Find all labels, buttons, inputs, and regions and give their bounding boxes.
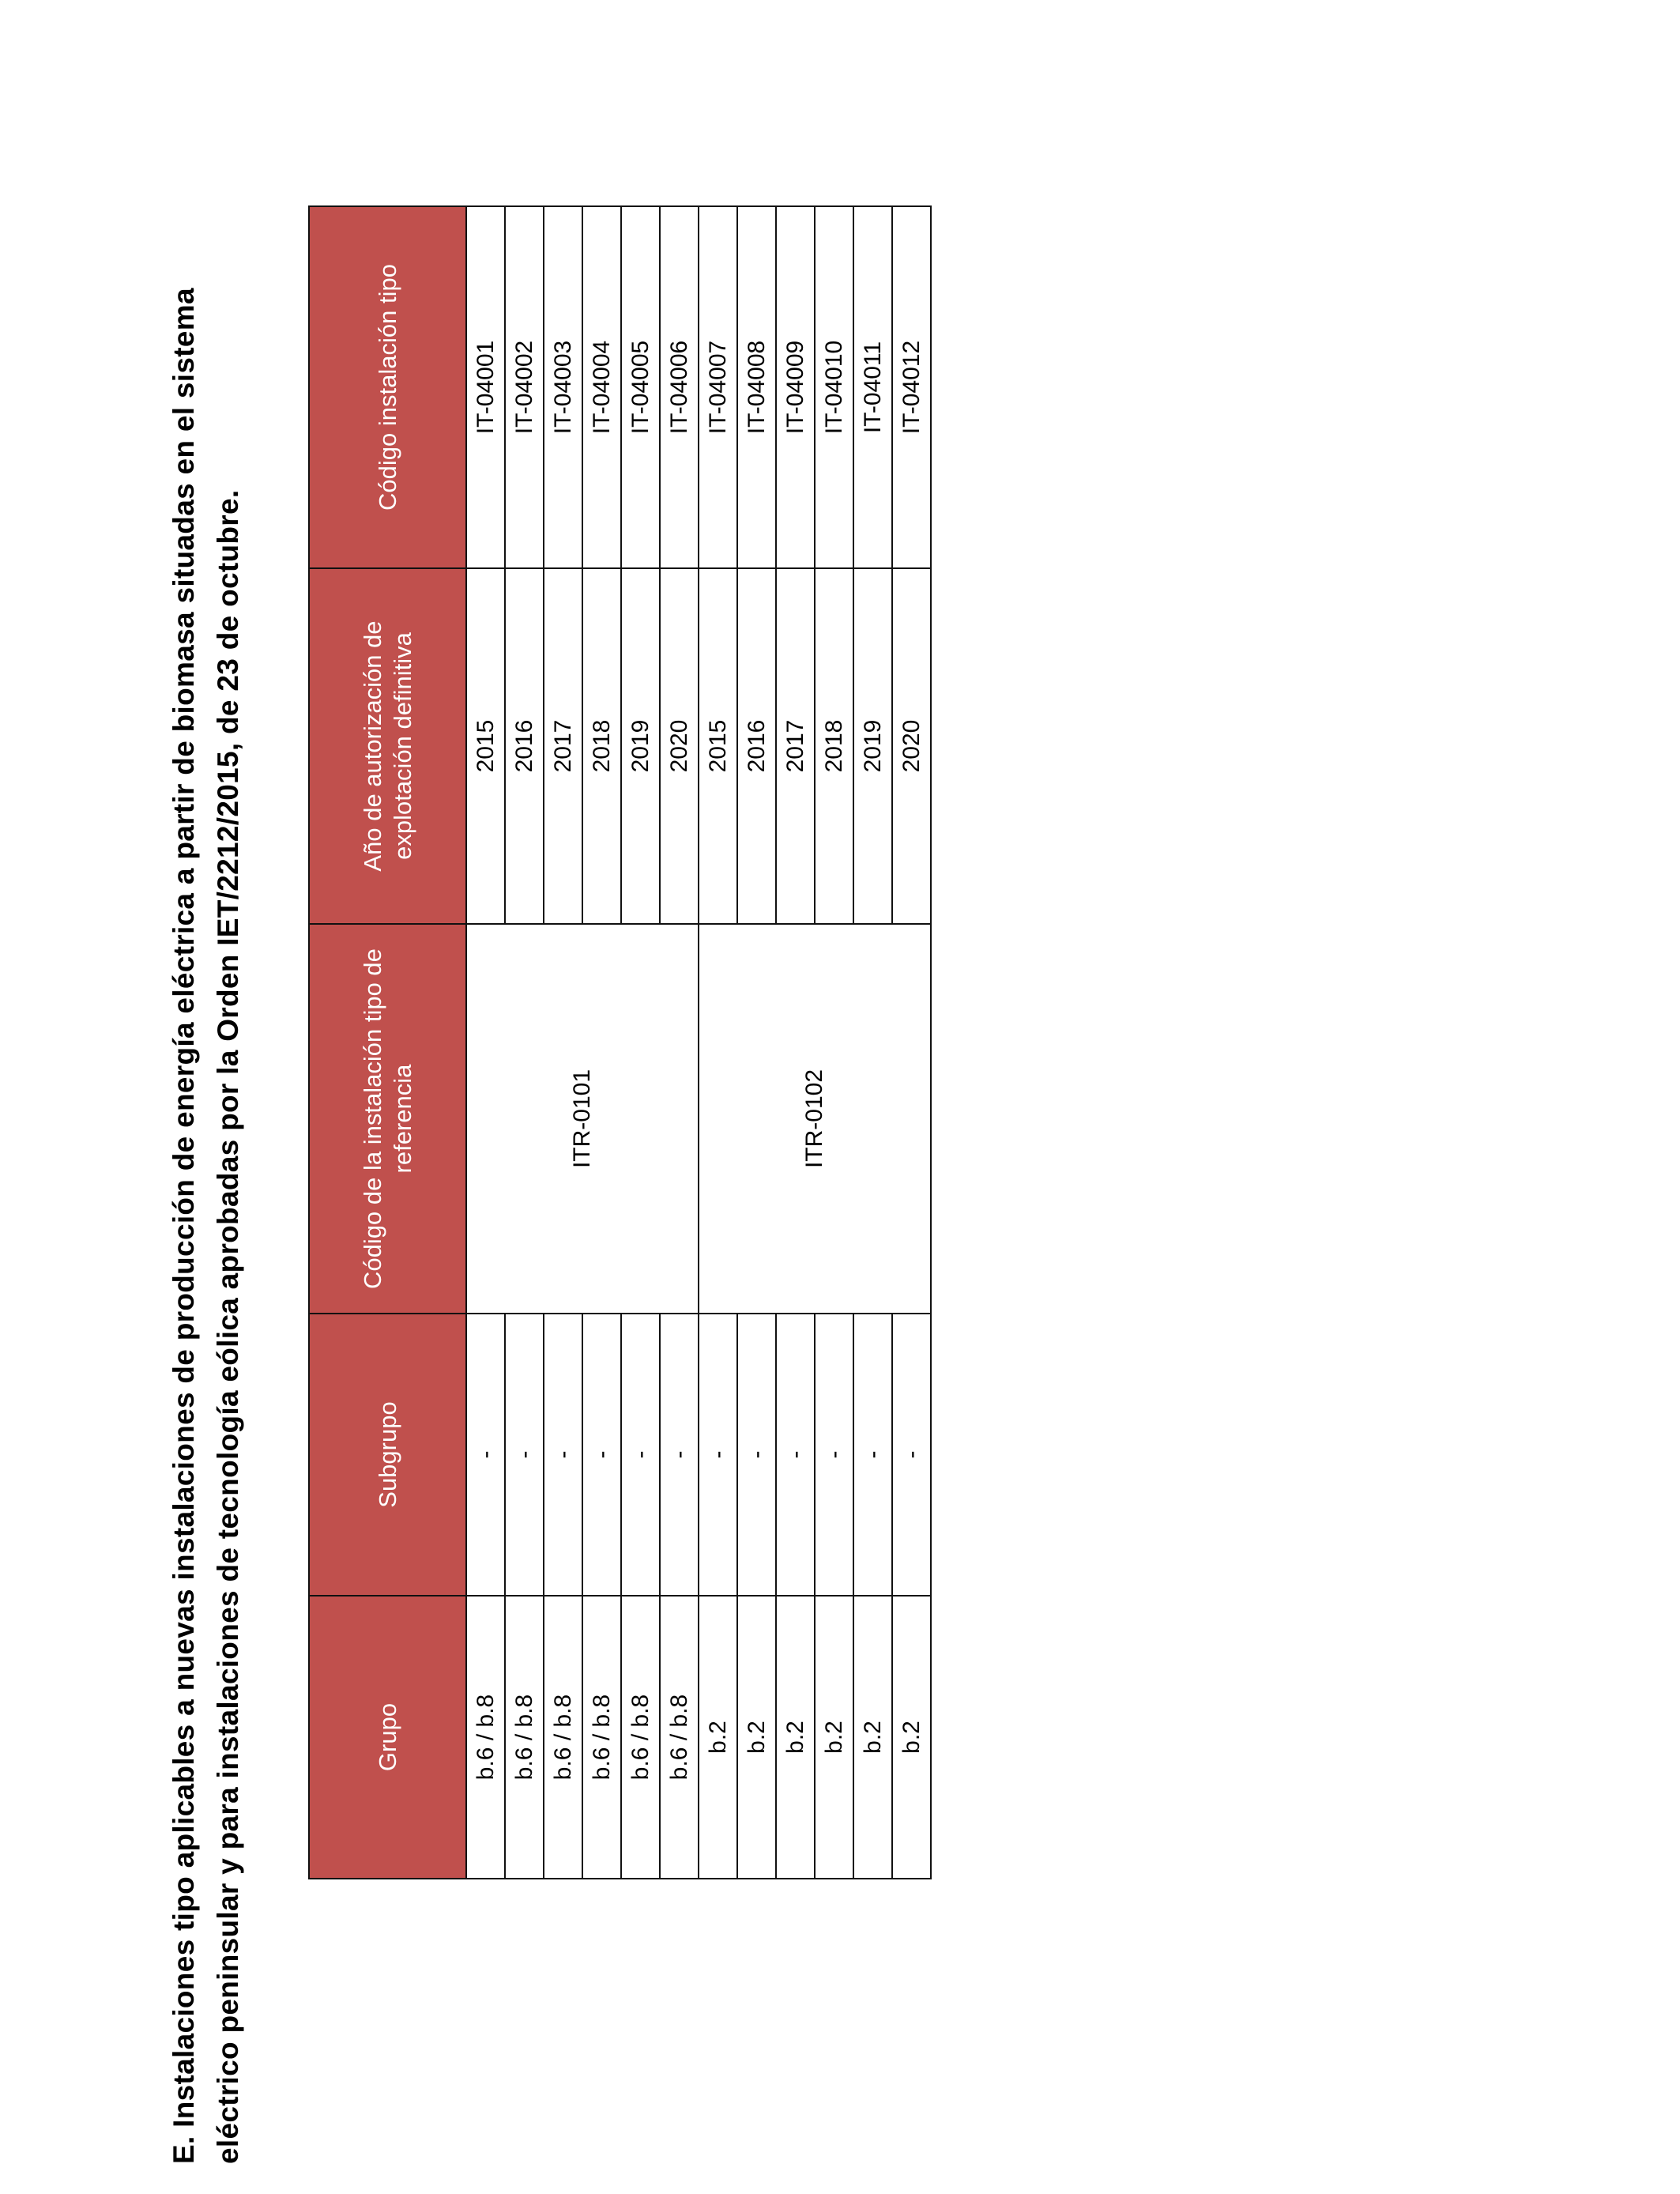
cell-anio: 2016 bbox=[737, 568, 776, 924]
cell-grupo: b.2 bbox=[892, 1596, 931, 1879]
table-header-row bbox=[309, 206, 466, 1879]
cell-subgrupo: - bbox=[544, 1314, 582, 1596]
cell-anio: 2015 bbox=[466, 568, 505, 924]
cell-subgrupo: - bbox=[853, 1314, 892, 1596]
cell-grupo: b.6 / b.8 bbox=[582, 1596, 621, 1879]
header-anio: Año de autorización de explotación definitiva bbox=[309, 568, 466, 924]
cell-anio: 2019 bbox=[853, 568, 892, 924]
cell-codigo: IT-04007 bbox=[699, 206, 737, 568]
cell-grupo: b.6 / b.8 bbox=[544, 1596, 582, 1879]
cell-referencia: ITR-0102 bbox=[699, 924, 931, 1314]
cell-grupo: b.6 / b.8 bbox=[505, 1596, 544, 1879]
cell-grupo: b.6 / b.8 bbox=[621, 1596, 660, 1879]
cell-codigo: IT-04005 bbox=[621, 206, 660, 568]
cell-codigo: IT-04004 bbox=[582, 206, 621, 568]
cell-anio: 2019 bbox=[621, 568, 660, 924]
header-grupo: Grupo bbox=[309, 1596, 466, 1879]
cell-subgrupo: - bbox=[815, 1314, 853, 1596]
cell-subgrupo: - bbox=[737, 1314, 776, 1596]
cell-subgrupo: - bbox=[582, 1314, 621, 1596]
cell-codigo: IT-04002 bbox=[505, 206, 544, 568]
cell-anio: 2016 bbox=[505, 568, 544, 924]
cell-codigo: IT-04008 bbox=[737, 206, 776, 568]
installations-table bbox=[308, 205, 932, 1879]
header-referencia: Código de la instalación tipo de referencia bbox=[309, 924, 466, 1314]
cell-anio: 2018 bbox=[582, 568, 621, 924]
cell-codigo: IT-04012 bbox=[892, 206, 931, 568]
cell-anio: 2020 bbox=[660, 568, 699, 924]
cell-anio: 2017 bbox=[544, 568, 582, 924]
cell-anio: 2020 bbox=[892, 568, 931, 924]
cell-subgrupo: - bbox=[505, 1314, 544, 1596]
cell-grupo: b.2 bbox=[737, 1596, 776, 1879]
table-row bbox=[699, 206, 737, 1879]
header-subgrupo: Subgrupo bbox=[309, 1314, 466, 1596]
cell-grupo: b.6 / b.8 bbox=[660, 1596, 699, 1879]
cell-grupo: b.6 / b.8 bbox=[466, 1596, 505, 1879]
title-line-2: eléctrico peninsular y para instalaciones de tecnología eólica aprobadas por la Orden IET/2212/2015, de 23 de octubre. bbox=[212, 489, 244, 2164]
cell-codigo: IT-04006 bbox=[660, 206, 699, 568]
header-codigo: Código instalación tipo bbox=[309, 206, 466, 568]
cell-grupo: b.2 bbox=[776, 1596, 815, 1879]
cell-codigo: IT-04009 bbox=[776, 206, 815, 568]
cell-subgrupo: - bbox=[776, 1314, 815, 1596]
cell-referencia: ITR-0101 bbox=[466, 924, 699, 1314]
cell-anio: 2015 bbox=[699, 568, 737, 924]
cell-grupo: b.2 bbox=[853, 1596, 892, 1879]
cell-subgrupo: - bbox=[621, 1314, 660, 1596]
cell-subgrupo: - bbox=[466, 1314, 505, 1596]
cell-subgrupo: - bbox=[699, 1314, 737, 1596]
title-line-1: E. Instalaciones tipo aplicables a nuevas instalaciones de producción de energía eléctrica a partir de biomasa situadas en el sistema bbox=[168, 288, 200, 2164]
cell-anio: 2018 bbox=[815, 568, 853, 924]
cell-anio: 2017 bbox=[776, 568, 815, 924]
cell-subgrupo: - bbox=[892, 1314, 931, 1596]
cell-grupo: b.2 bbox=[815, 1596, 853, 1879]
cell-codigo: IT-04003 bbox=[544, 206, 582, 568]
cell-grupo: b.2 bbox=[699, 1596, 737, 1879]
cell-codigo: IT-04011 bbox=[853, 206, 892, 568]
table-row bbox=[466, 206, 505, 1879]
cell-subgrupo: - bbox=[660, 1314, 699, 1596]
page-title bbox=[162, 141, 250, 2164]
table-body bbox=[466, 206, 931, 1879]
cell-codigo: IT-04010 bbox=[815, 206, 853, 568]
cell-codigo: IT-04001 bbox=[466, 206, 505, 568]
